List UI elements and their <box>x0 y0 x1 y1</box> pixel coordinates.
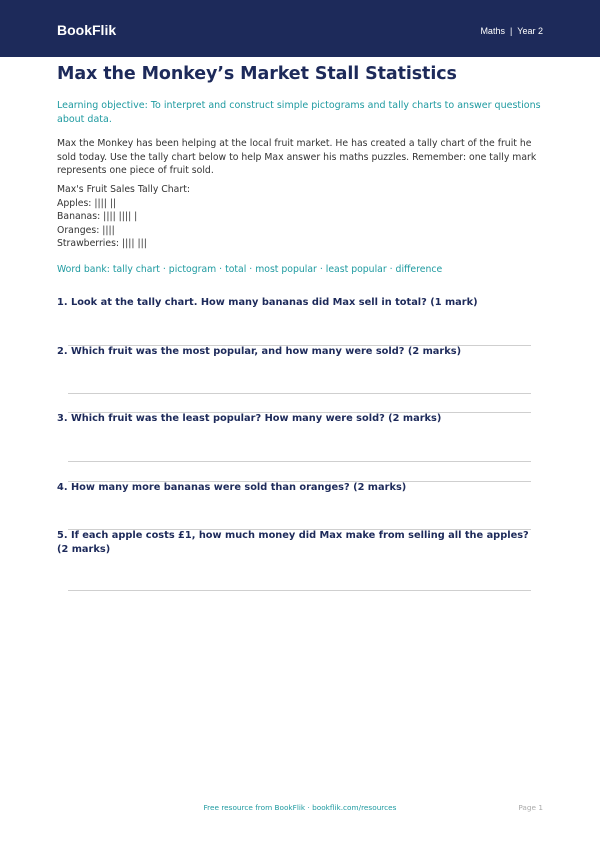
question-4: 4. How many more bananas were sold than oranges? (2 marks) <box>57 482 407 493</box>
tally-row-apples: Apples: |||| || <box>57 197 117 209</box>
question-2: 2. Which fruit was the most popular, and how many were sold? (2 marks) <box>57 346 462 357</box>
answer-line[interactable] <box>68 393 531 394</box>
year-label: Year 2 <box>517 26 543 36</box>
footer-credit[interactable]: Free resource from BookFlik · bookflik.com/resources <box>203 803 397 812</box>
tally-row-bananas: Bananas: |||| |||| | <box>57 211 138 222</box>
tally-chart <box>57 183 357 251</box>
page-header <box>0 0 600 57</box>
answer-line[interactable] <box>68 461 531 462</box>
tally-row-strawberries: Strawberries: |||| ||| <box>57 238 147 249</box>
tally-heading: Max's Fruit Sales Tally Chart: <box>57 184 190 195</box>
question-3: 3. Which fruit was the least popular? How many were sold? (2 marks) <box>57 413 442 424</box>
header-meta <box>480 26 543 36</box>
page-number: Page 1 <box>518 803 543 812</box>
page-title: Max the Monkey’s Market Stall Statistics <box>57 64 457 84</box>
answer-line[interactable] <box>68 590 531 591</box>
intro-paragraph: Max the Monkey has been helping at the local fruit market. He has created a tally chart of the fruit he sold today. Use the tally chart below to help Max answer his maths puzzles. Remember: one tally mark represents one piece of fruit sold. <box>57 138 537 176</box>
learning-objective: Learning objective: To interpret and construct simple pictograms and tally charts to answer questions about data. <box>57 100 541 125</box>
brand-logo[interactable]: BookFlik <box>57 22 117 38</box>
word-bank: Word bank: tally chart · pictogram · total · most popular · least popular · difference <box>57 264 443 275</box>
subject-label: Maths <box>480 26 505 36</box>
question-5: 5. If each apple costs £1, how much money did Max make from selling all the apples? (2 marks) <box>57 530 529 555</box>
meta-separator: | <box>509 26 513 36</box>
question-1: 1. Look at the tally chart. How many bananas did Max sell in total? (1 mark) <box>57 297 478 308</box>
tally-row-oranges: Oranges: |||| <box>57 224 115 236</box>
